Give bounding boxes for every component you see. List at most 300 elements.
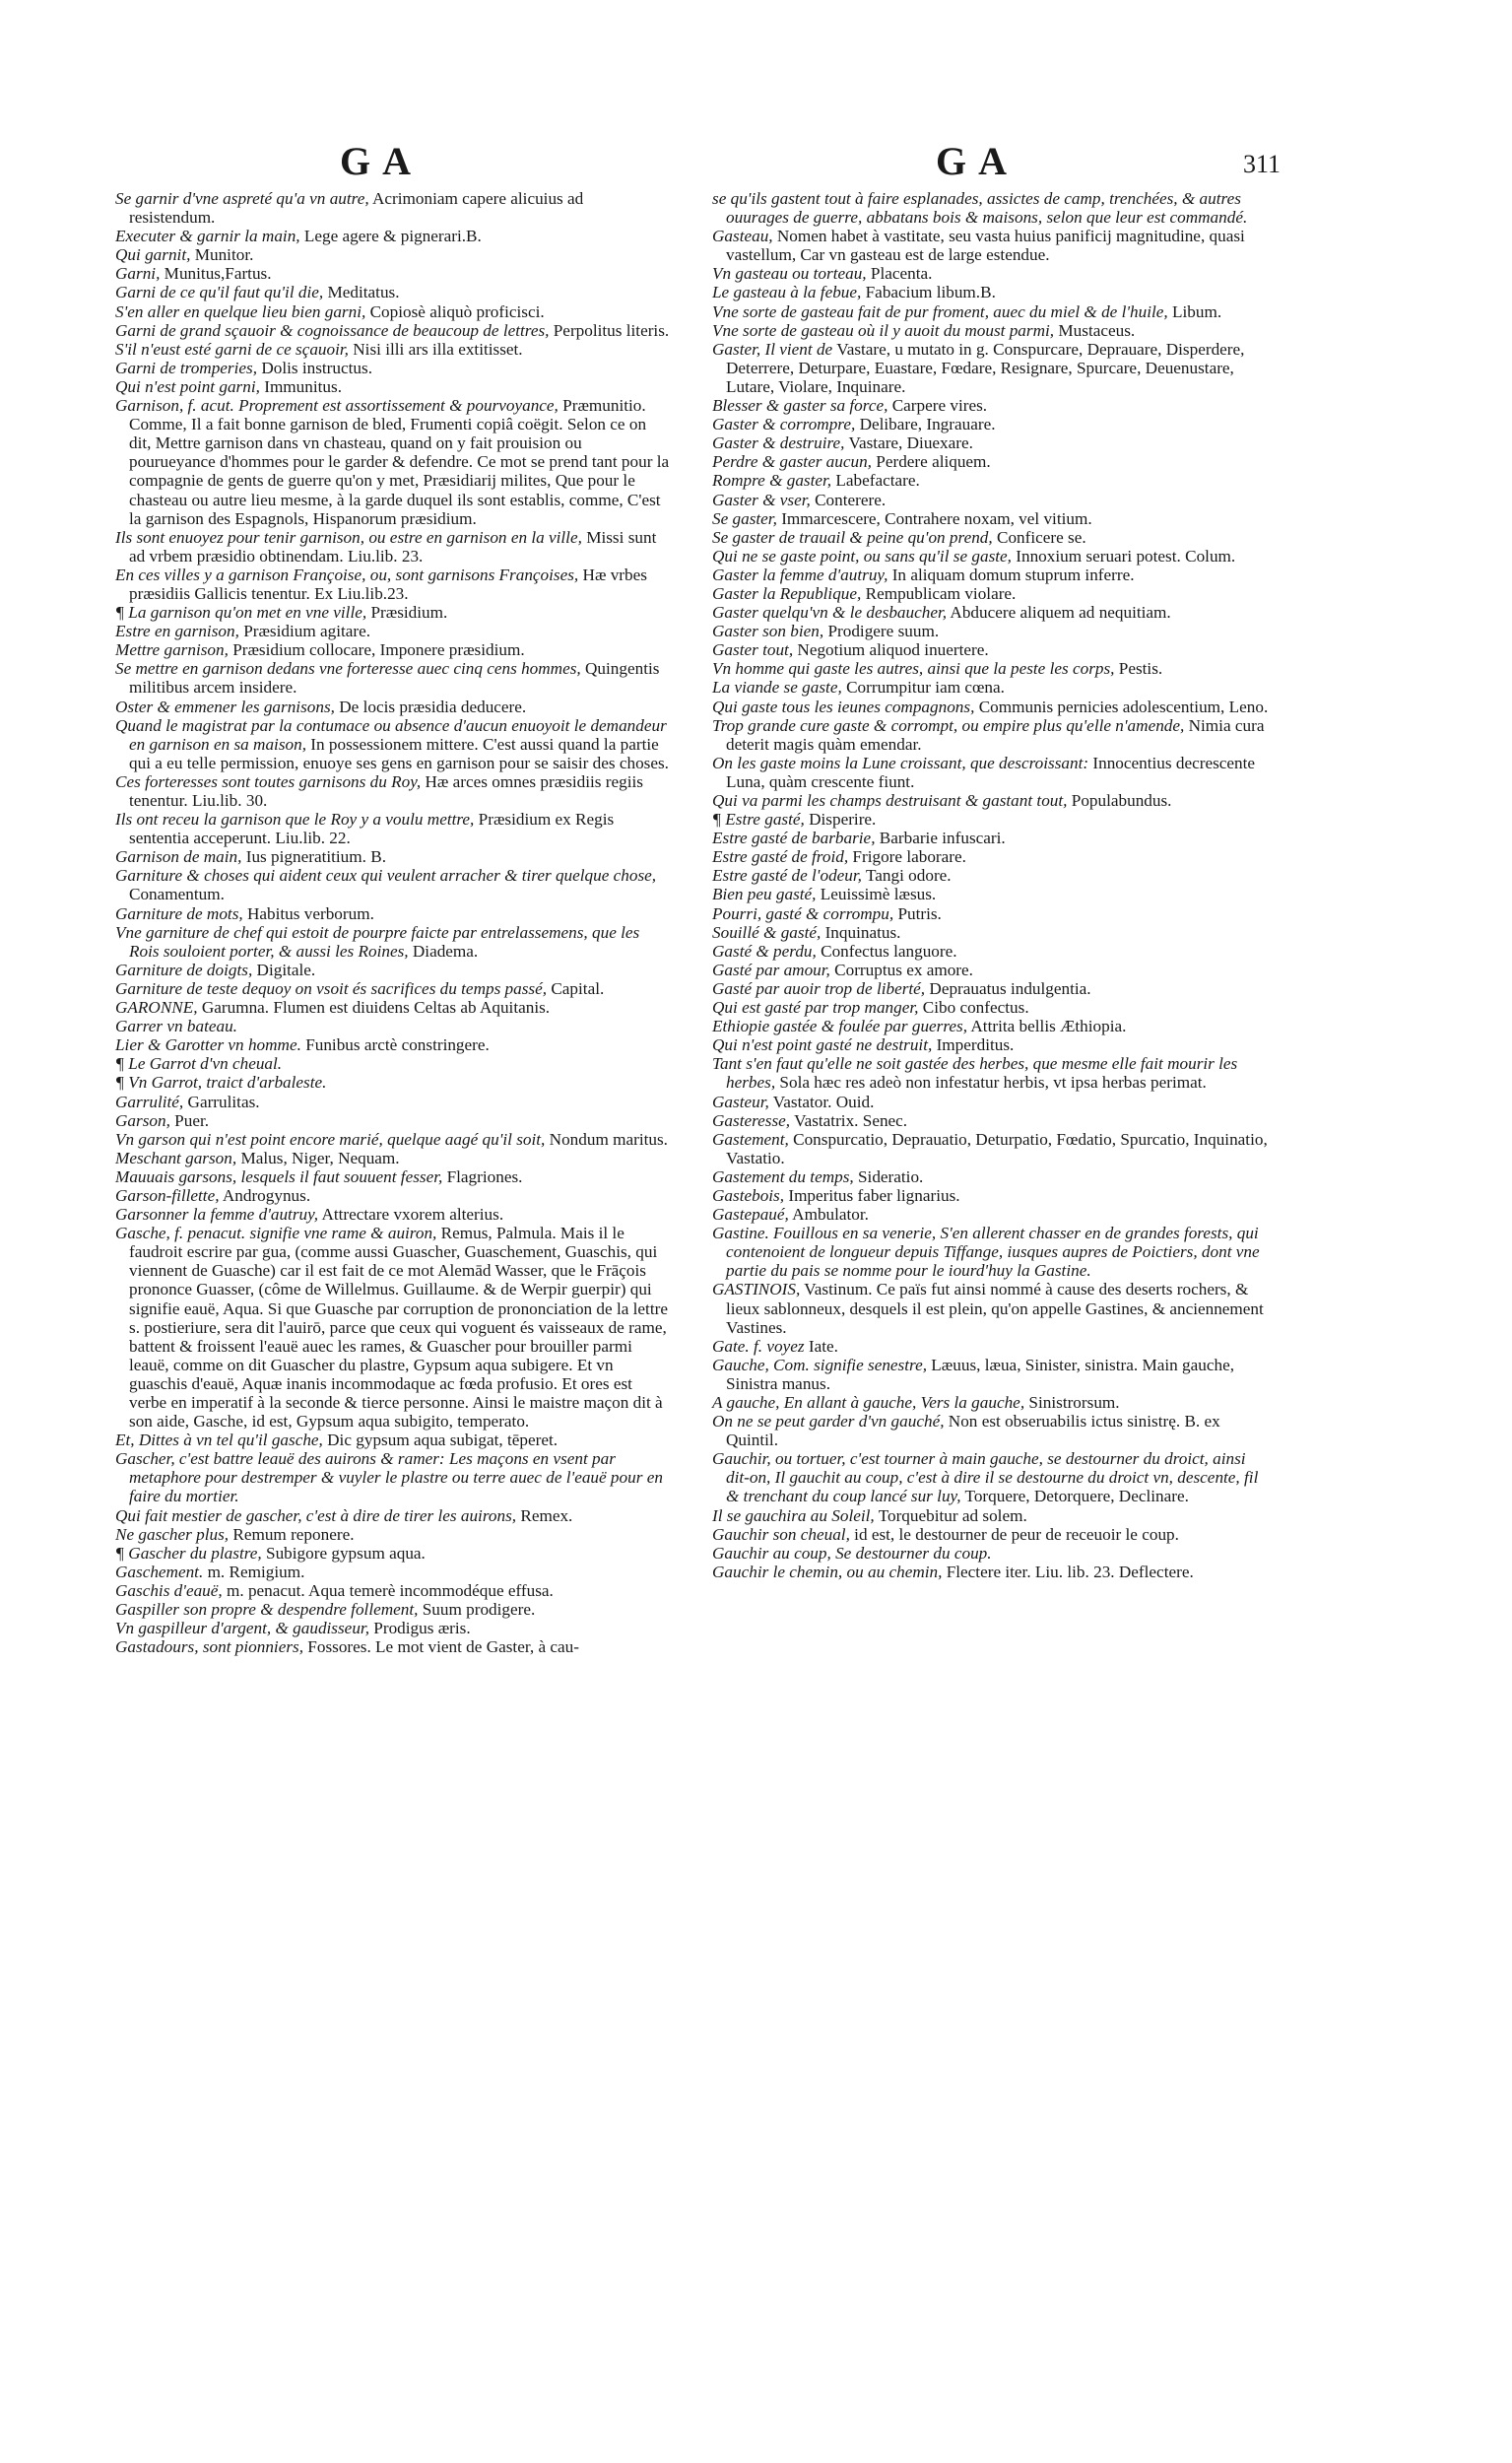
- entry-french: On ne se peut garder d'vn gauché,: [712, 1412, 945, 1431]
- dictionary-entry: [115, 1093, 672, 1111]
- dictionary-entry: [712, 1035, 1269, 1054]
- dictionary-entry: [712, 961, 1269, 979]
- dictionary-entry: [712, 415, 1269, 433]
- entry-french: Se garnir d'vne aspreté qu'a vn autre,: [115, 189, 369, 208]
- entry-latin: Vastator. Ouid.: [768, 1092, 875, 1111]
- entry-french: Ils sont enuoyez pour tenir garnison, ou estre en garnison en la ville,: [115, 527, 582, 547]
- entry-latin: Negotium aliquod inuertere.: [793, 640, 989, 660]
- entry-latin: Delibare, Ingrauare.: [855, 415, 996, 434]
- dictionary-entry: [712, 227, 1269, 264]
- entry-latin: Fossores. Le mot vient de Gaster, à cau-: [303, 1637, 579, 1657]
- entry-french: Garni de grand sçauoir & cognoissance de beaucoup de lettres,: [115, 320, 550, 340]
- dictionary-entry: [115, 189, 672, 227]
- dictionary-entry: [712, 998, 1269, 1017]
- entry-french: Oster & emmener les garnisons,: [115, 697, 335, 716]
- entry-french: Mauuais garsons, lesquels il faut souuent fesser,: [115, 1166, 443, 1186]
- entry-french: On les gaste moins la Lune croissant, que descroissant:: [712, 753, 1089, 772]
- dictionary-entry: [115, 340, 672, 359]
- entry-french: Garniture & choses qui aident ceux qui veulent arracher & tirer quelque chose,: [115, 866, 657, 886]
- entry-french: Garson,: [115, 1110, 170, 1130]
- entry-french: Garni de tromperies,: [115, 358, 258, 377]
- entry-french: Gastebois,: [712, 1185, 785, 1205]
- entry-latin: Nisi illi ars illa extitisset.: [348, 339, 523, 359]
- entry-latin: Non est obseruabilis ictus sinistrę. B. ex Quintil.: [726, 1412, 1220, 1450]
- entry-latin: id est, le destourner de peur de receuoir le coup.: [849, 1524, 1179, 1544]
- entry-french: Vn homme qui gaste les autres, ainsi que la peste les corps,: [712, 659, 1115, 679]
- entry-french: Vne garniture de chef qui estoit de pourpre faicte par entrelassemens, que les Rois souloient porter, & aussi les Roines,: [115, 922, 640, 961]
- dictionary-entry: [712, 659, 1269, 678]
- entry-french: Qui garnit,: [115, 245, 191, 265]
- dictionary-entry: [115, 622, 672, 640]
- entry-latin: Innocentius decrescente Luna, quàm crescente fiunt.: [726, 753, 1256, 791]
- dictionary-entry: [115, 1149, 672, 1167]
- entry-latin: Libum.: [1167, 301, 1222, 321]
- dictionary-entry: [115, 1449, 672, 1505]
- entry-french: Et, Dittes à vn tel qu'il gasche,: [115, 1431, 323, 1450]
- dictionary-entry: [115, 866, 672, 903]
- dictionary-entry: [712, 302, 1269, 321]
- entry-french: ¶ Estre gasté,: [712, 810, 805, 830]
- page-number: 311: [1243, 150, 1282, 178]
- entry-latin: Carpere vires.: [887, 396, 988, 416]
- entry-french: Ils ont receu la garnison que le Roy y a voulu mettre,: [115, 810, 475, 830]
- entry-french: Garni de ce qu'il faut qu'il die,: [115, 283, 324, 302]
- entry-french: Gauchir au coup, Se destourner du coup.: [712, 1543, 992, 1563]
- entry-latin: Ius pigneratitium. B.: [241, 847, 386, 867]
- entry-latin: Flagriones.: [442, 1166, 523, 1186]
- entry-latin: Deprauatus indulgentia.: [925, 978, 1091, 998]
- dictionary-entry: [115, 1506, 672, 1525]
- dictionary-entry: [115, 566, 672, 603]
- dictionary-entry: [712, 716, 1269, 754]
- entry-french: Gastadours, sont pionniers,: [115, 1637, 303, 1657]
- dictionary-entry: [712, 1167, 1269, 1186]
- entry-french: ¶ La garnison qu'on met en vne ville,: [115, 603, 367, 623]
- dictionary-entry: [115, 998, 672, 1017]
- entry-latin: Tangi odore.: [861, 866, 952, 886]
- dictionary-entry: [115, 1619, 672, 1637]
- entry-latin: Nomen habet à vastitate, seu vasta huius panificij magnitudine, quasi vastellum, Car vn gasteau est de large estendue.: [726, 227, 1245, 265]
- entry-french: Garniture de mots,: [115, 903, 243, 923]
- entry-french: Gasche, f. penacut. signifie vne rame & auiron,: [115, 1224, 437, 1243]
- dictionary-entry: [712, 547, 1269, 566]
- entry-french: Gascher, c'est battre leauë des auirons & ramer: Les maçons en vsent par metaphore pour destremper & vuyler le plastre ou terre auec de l'eauë pour en faire du mortier.: [115, 1449, 663, 1506]
- entry-latin: Iate.: [804, 1336, 838, 1356]
- entry-latin: Garrulitas.: [183, 1092, 260, 1111]
- entry-french: Gasté & perdu,: [712, 941, 817, 961]
- dictionary-entry: [712, 810, 1269, 829]
- entry-french: GARONNE,: [115, 998, 198, 1018]
- entry-latin: Perdere aliquem.: [871, 452, 991, 472]
- dictionary-entry: [115, 1017, 672, 1035]
- dictionary-entry: [115, 772, 672, 810]
- dictionary-entry: [712, 1017, 1269, 1035]
- dictionary-entry: [115, 961, 672, 979]
- dictionary-entry: [712, 396, 1269, 415]
- entry-french: Le gasteau à la febue,: [712, 283, 862, 302]
- dictionary-entry: [115, 396, 672, 528]
- dictionary-entry: [115, 1167, 672, 1186]
- dictionary-entry: [115, 716, 672, 772]
- entry-french: Vn gasteau ou torteau,: [712, 264, 867, 284]
- dictionary-entry: [115, 283, 672, 301]
- dictionary-entry: [115, 1525, 672, 1544]
- dictionary-entry: [115, 847, 672, 866]
- entry-latin: Communis pernicies adolescentium, Leno.: [974, 697, 1269, 716]
- dictionary-entry: [115, 245, 672, 264]
- entry-latin: Vastare, Diuexare.: [844, 433, 973, 453]
- dictionary-entry: [712, 1412, 1269, 1449]
- entry-french: En ces villes y a garnison Françoise, ou, sont garnisons Françoises,: [115, 565, 579, 584]
- entry-latin: Vastare, u mutato in g. Conspurcare, Deprauare, Disperdere, Deterrere, Deturpare, Euastare, Fœdare, Resignare, Spurcare, Deuenustare, Lutare, Violare, Inquinare.: [726, 339, 1245, 396]
- entry-french: Garnison, f. acut. Proprement est assortissement & pourvoyance,: [115, 396, 559, 416]
- dictionary-entry: [712, 283, 1269, 301]
- entry-french: Quand le magistrat par la contumace ou absence d'aucun enuoyoit le demandeur en garnison en sa maison,: [115, 715, 667, 754]
- entry-french: Gauche, Com. signifie senestre,: [712, 1355, 927, 1374]
- dictionary-entry: [115, 603, 672, 622]
- entry-french: Vn gaspilleur d'argent, & gaudisseur,: [115, 1619, 369, 1638]
- entry-latin: Remex.: [516, 1505, 573, 1525]
- entry-french: Pourri, gasté & corrompu,: [712, 903, 894, 923]
- entry-latin: Confectus languore.: [816, 941, 957, 961]
- entry-latin: m. penacut. Aqua temerè incommodéque effusa.: [222, 1580, 554, 1600]
- entry-latin: Prodigus æris.: [369, 1619, 471, 1638]
- entry-french: Estre gasté de barbarie,: [712, 829, 876, 848]
- dictionary-entry: [712, 847, 1269, 866]
- entry-latin: Munitus,Fartus.: [160, 264, 272, 284]
- entry-french: Bien peu gasté,: [712, 885, 817, 904]
- entry-latin: Diadema.: [408, 941, 479, 961]
- entry-french: La viande se gaste,: [712, 678, 842, 698]
- entry-latin: Vastatrix. Senec.: [790, 1110, 908, 1130]
- dictionary-entry: [712, 1337, 1269, 1356]
- dictionary-entry: [712, 452, 1269, 471]
- entry-french: Estre gasté de froid,: [712, 847, 849, 867]
- dictionary-entry: [712, 1280, 1269, 1336]
- entry-french: Vn garson qui n'est point encore marié, quelque aagé qu'il soit,: [115, 1129, 546, 1149]
- entry-french: Gaster & vser,: [712, 490, 811, 509]
- entry-latin: Læuus, læua, Sinister, sinistra. Main gauche, Sinistra manus.: [726, 1355, 1234, 1393]
- dictionary-entry: [115, 1600, 672, 1619]
- dictionary-entry: [115, 1111, 672, 1130]
- dictionary-entry: [712, 566, 1269, 584]
- entry-french: Trop grande cure gaste & corrompt, ou empire plus qu'elle n'amende,: [712, 715, 1185, 735]
- entry-latin: Placenta.: [866, 264, 933, 284]
- entry-french: Gaster & corrompre,: [712, 415, 856, 434]
- entry-french: Se gaster,: [712, 508, 777, 528]
- entry-latin: Mustaceus.: [1054, 320, 1136, 340]
- entry-latin: Acrimoniam capere alicuius ad resistendum.: [129, 189, 584, 228]
- entry-latin: Putris.: [893, 903, 942, 923]
- entry-latin: In aliquam domum stuprum inferre.: [887, 565, 1135, 584]
- entry-latin: Nondum maritus.: [545, 1129, 668, 1149]
- dictionary-entry: [712, 1054, 1269, 1092]
- entry-latin: Malus, Niger, Nequam.: [236, 1148, 400, 1167]
- entry-french: Gasteresse,: [712, 1110, 791, 1130]
- entry-latin: Præmunitio. Comme, Il a fait bonne garnison de bled, Frumenti copiâ coëgit. Selon ce on dit, Mettre garnison dans vn chasteau, quand on y fait prouision ou pourueyance d'hommes pour le garder & defendre. Ce mot se prend tant pour la compagnie de gents de guerre qu'on y met, Præsidiarij milites, Que pour le chasteau ou autre lieu mesme, à la garde duquel ils sont establis, comme, C'est la garnison des Espagnols, Hispanorum præsidium.: [129, 396, 670, 528]
- entry-french: Tant s'en faut qu'elle ne soit gastée des herbes, que mesme elle fait mourir les herbes,: [712, 1054, 1238, 1093]
- entry-latin: Androgynus.: [219, 1185, 311, 1205]
- entry-latin: Prodigere suum.: [823, 622, 940, 641]
- entry-latin: Attrita bellis Æthiopia.: [967, 1017, 1127, 1036]
- entry-latin: Præsidium.: [366, 603, 448, 623]
- entry-french: Qui va parmi les champs destruisant & gastant tout,: [712, 791, 1068, 810]
- entry-latin: Munitor.: [190, 245, 254, 265]
- running-head-right: GA: [936, 139, 1019, 183]
- entry-latin: Labefactare.: [831, 471, 920, 491]
- dictionary-entry: [712, 979, 1269, 998]
- entry-latin: Immunitus.: [259, 376, 342, 396]
- entry-latin: De locis præsidia deducere.: [334, 697, 527, 716]
- entry-latin: Corrumpitur iam cœna.: [841, 678, 1005, 698]
- entry-french: Ces forteresses sont toutes garnisons du Roy,: [115, 771, 422, 791]
- dictionary-entry: [712, 491, 1269, 509]
- dictionary-entry: [712, 1563, 1269, 1581]
- dictionary-entry: [712, 603, 1269, 622]
- entry-french: Rompre & gaster,: [712, 471, 832, 491]
- dictionary-entry: [115, 302, 672, 321]
- entry-latin: Attrectare vxorem alterius.: [318, 1205, 504, 1225]
- entry-latin: In possessionem mittere. C'est aussi quand la partie qui a eu telle permission, enuoye ses gens en garnison pour se saisir des choses.: [129, 734, 669, 772]
- entry-french: Garrulité,: [115, 1092, 184, 1111]
- entry-latin: Rempublicam violare.: [861, 583, 1017, 603]
- entry-latin: Leuissimè læsus.: [816, 885, 937, 904]
- dictionary-entry: [712, 754, 1269, 791]
- right-column: [712, 189, 1269, 1581]
- entry-latin: Sinistrorsum.: [1024, 1393, 1120, 1412]
- entry-latin: Dolis instructus.: [257, 358, 372, 377]
- entry-french: Garrer vn bateau.: [115, 1017, 237, 1036]
- entry-french: Ethiopie gastée & foulée par guerres,: [712, 1017, 968, 1036]
- entry-latin: Sola hæc res adeò non infestatur herbis, vt ipsa herbas perimat.: [775, 1073, 1207, 1093]
- dictionary-entry: [115, 264, 672, 283]
- entry-french: Garsonner la femme d'autruy,: [115, 1205, 319, 1225]
- entry-french: Gaster son bien,: [712, 622, 824, 641]
- entry-latin: Quingentis militibus arcem insidere.: [129, 659, 660, 698]
- entry-french: Gasté par amour,: [712, 960, 830, 979]
- entry-latin: Barbarie infuscari.: [875, 829, 1006, 848]
- entry-french: Qui est gasté par trop manger,: [712, 998, 919, 1018]
- entry-french: Gaster & destruire,: [712, 433, 845, 453]
- entry-latin: Digitale.: [252, 960, 316, 979]
- entry-french: Garniture de doigts,: [115, 960, 253, 979]
- entry-latin: Remus, Palmula. Mais il le faudroit escrire par gua, (comme aussi Guascher, Guaschement, Guaschis, qui viennent de Guasche) car il est fait de ce mot Alemād Wasser, que le Frāçois prononce Guasser, (côme de Willelmus. Guillaume. & de Werpir guerpir) qui signifie eauë, Aqua. Si que Guasche par corruption de prononciation de la lettre s. postieriure, sera dit l'auirō, parce que ceux qui voguent és vaisseaux de rame, battent & froissent l'eauë auec les rames, & Guascher pour brouiller parmi leauë, comme on dit Guascher du plastre, Gypsum aqua subigere. Et vn guaschis d'eauë, Aquæ inanis incommodaque ac fœda profusio. Et ores est verbe en imperatif à la seconde & tierce personne. Ainsi le maistre maçon dit à son aide, Gasche, id est, Gypsum aqua subigito, temperato.: [129, 1224, 668, 1431]
- dictionary-entry: [115, 1581, 672, 1600]
- dictionary-entry: [712, 1393, 1269, 1412]
- entry-latin: Flectere iter. Liu. lib. 23. Deflectere.: [942, 1562, 1194, 1581]
- dictionary-entry: [115, 1431, 672, 1449]
- entry-french: Gaspiller son propre & despendre follement,: [115, 1600, 419, 1620]
- dictionary-entry: [712, 942, 1269, 961]
- entry-french: ¶ Vn Garrot, traict d'arbaleste.: [115, 1073, 327, 1093]
- dictionary-entry: [712, 1544, 1269, 1563]
- entry-latin: Remum reponere.: [229, 1524, 355, 1544]
- entry-latin: Conficere se.: [992, 527, 1086, 547]
- entry-latin: Pestis.: [1114, 659, 1163, 679]
- entry-french: Gaster la Republique,: [712, 583, 862, 603]
- dictionary-entry: [115, 659, 672, 697]
- dictionary-entry: [712, 321, 1269, 340]
- dictionary-entry: [115, 1130, 672, 1149]
- entry-french: se qu'ils gastent tout à faire esplanades, assictes de camp, trenchées, & autres ouurages de guerre, abbatans bois & maisons, selon que leur est commandé.: [712, 189, 1248, 228]
- entry-french: Gauchir le chemin, ou au chemin,: [712, 1562, 943, 1581]
- dictionary-entry: [712, 1356, 1269, 1393]
- dictionary-entry: [115, 359, 672, 377]
- entry-latin: Fabacium libum.B.: [861, 283, 996, 302]
- entry-latin: Populabundus.: [1067, 791, 1172, 810]
- left-column: [115, 189, 672, 1656]
- entry-latin: Imperditus.: [932, 1035, 1015, 1055]
- entry-french: Perdre & gaster aucun,: [712, 452, 872, 472]
- dictionary-entry: [712, 885, 1269, 903]
- dictionary-entry: [115, 1637, 672, 1656]
- entry-french: Gasteau,: [712, 227, 773, 246]
- entry-latin: Subigore gypsum aqua.: [261, 1543, 426, 1563]
- entry-french: Mettre garnison,: [115, 640, 229, 660]
- entry-latin: Suum prodigere.: [418, 1600, 536, 1620]
- dictionary-entry: [115, 1073, 672, 1092]
- entry-french: Gastement du temps,: [712, 1166, 854, 1186]
- entry-latin: Imperitus faber lignarius.: [784, 1185, 960, 1205]
- entry-french: Lier & Garotter vn homme.: [115, 1035, 301, 1055]
- entry-latin: Innoxium seruari potest. Colum.: [1011, 546, 1236, 566]
- dictionary-entry: [115, 698, 672, 716]
- entry-french: Executer & garnir la main,: [115, 227, 300, 246]
- dictionary-entry: [712, 698, 1269, 716]
- entry-latin: Conamentum.: [129, 885, 225, 904]
- dictionary-entry: [115, 904, 672, 923]
- entry-french: Se gaster de trauail & peine qu'on prend,: [712, 527, 993, 547]
- entry-latin: Perpolitus literis.: [549, 320, 670, 340]
- dictionary-entry: [712, 640, 1269, 659]
- dictionary-entry: [115, 1544, 672, 1563]
- entry-french: Gaster, Il vient de: [712, 339, 833, 359]
- entry-latin: Meditatus.: [323, 283, 400, 302]
- dictionary-entry: [115, 321, 672, 340]
- entry-french: S'il n'eust esté garni de ce sçauoir,: [115, 339, 349, 359]
- entry-french: Garni,: [115, 264, 161, 284]
- entry-french: Gastepaué,: [712, 1205, 789, 1225]
- entry-french: Ne gascher plus,: [115, 1524, 230, 1544]
- dictionary-entry: [115, 979, 672, 998]
- entry-french: Il se gauchira au Soleil,: [712, 1505, 875, 1525]
- entry-french: Gastine. Fouillous en sa venerie, S'en allerent chasser en de grandes forests, qui contenoient de longueur depuis Tiffange, iusques aupres de Poictiers, dont vne partie du pais se nomme pour le iourd'huy la Gastine.: [712, 1224, 1260, 1281]
- dictionary-entry: [115, 227, 672, 245]
- entry-french: Gaster tout,: [712, 640, 794, 660]
- dictionary-entry: [712, 264, 1269, 283]
- dictionary-entry: [712, 1506, 1269, 1525]
- running-head-left: GA: [340, 139, 423, 183]
- dictionary-entry: [712, 1186, 1269, 1205]
- entry-latin: Præsidium ex Regis sententia acceperunt. Liu.lib. 22.: [129, 810, 615, 848]
- entry-latin: Lege agere & pignerari.B.: [299, 227, 482, 246]
- dictionary-entry: [712, 678, 1269, 697]
- entry-latin: Immarcescere, Contrahere noxam, vel vitium.: [776, 508, 1092, 528]
- entry-latin: Garumna. Flumen est diuidens Celtas ab Aquitanis.: [197, 998, 551, 1018]
- entry-latin: Sideratio.: [853, 1166, 924, 1186]
- entry-latin: Præsidium collocare, Imponere præsidium.: [228, 640, 525, 660]
- dictionary-entry: [712, 584, 1269, 603]
- dictionary-entry: [712, 189, 1269, 227]
- entry-latin: Frigore laborare.: [848, 847, 966, 867]
- entry-latin: Habitus verborum.: [242, 903, 374, 923]
- entry-latin: Torquebitur ad solem.: [874, 1505, 1027, 1525]
- entry-latin: Conterere.: [810, 490, 887, 509]
- entry-latin: Abducere aliquem ad nequitiam.: [947, 603, 1171, 623]
- entry-french: Blesser & gaster sa force,: [712, 396, 888, 416]
- entry-french: Qui n'est point gasté ne destruit,: [712, 1035, 933, 1055]
- entry-french: Garson-fillette,: [115, 1185, 220, 1205]
- entry-latin: Dic gypsum aqua subigat, tēperet.: [322, 1431, 559, 1450]
- entry-french: Se mettre en garnison dedans vne forteresse auec cinq cens hommes,: [115, 659, 581, 679]
- entry-latin: Præsidium agitare.: [238, 622, 371, 641]
- entry-french: Qui gaste tous les ieunes compagnons,: [712, 697, 975, 716]
- entry-french: Gaschement.: [115, 1562, 204, 1581]
- entry-latin: Ambulator.: [788, 1205, 869, 1225]
- dictionary-entry: [115, 640, 672, 659]
- entry-latin: Nimia cura deterit magis quàm emendar.: [726, 715, 1265, 754]
- entry-french: Gaster la femme d'autruy,: [712, 565, 888, 584]
- entry-latin: Hæ vrbes præsidiis Gallicis tenentur. Ex Liu.lib.23.: [129, 565, 647, 603]
- dictionary-entry: [115, 528, 672, 566]
- dictionary-entry: [712, 1449, 1269, 1505]
- dictionary-entry: [712, 622, 1269, 640]
- dictionary-entry: [712, 866, 1269, 885]
- entry-latin: Conspurcatio, Deprauatio, Deturpatio, Fœdatio, Spurcatio, Inquinatio, Vastatio.: [726, 1129, 1268, 1167]
- dictionary-entry: [712, 1525, 1269, 1544]
- dictionary-entry: [115, 377, 672, 396]
- dictionary-entry: [115, 1035, 672, 1054]
- entry-french: Qui fait mestier de gascher, c'est à dire de tirer les auirons,: [115, 1505, 517, 1525]
- dictionary-entry: [712, 829, 1269, 847]
- entry-latin: Missi sunt ad vrbem præsidio obtinendam. Liu.lib. 23.: [129, 527, 657, 566]
- dictionary-entry: [712, 528, 1269, 547]
- entry-french: Vne sorte de gasteau fait de pur froment, auec du miel & de l'huile,: [712, 301, 1168, 321]
- entry-latin: Disperire.: [804, 810, 877, 830]
- dictionary-entry: [712, 471, 1269, 490]
- entry-french: Garnison de main,: [115, 847, 242, 867]
- entry-french: Gastement,: [712, 1129, 789, 1149]
- entry-latin: Puer.: [169, 1110, 210, 1130]
- entry-french: Garniture de teste dequoy on vsoit és sacrifices du temps passé,: [115, 978, 548, 998]
- entry-french: Gate. f. voyez: [712, 1336, 805, 1356]
- dictionary-entry: [115, 1563, 672, 1581]
- entry-french: ¶ Le Garrot d'vn cheual.: [115, 1054, 283, 1074]
- entry-latin: Hæ arces omnes præsidiis regiis tenentur. Liu.lib. 30.: [129, 771, 643, 810]
- dictionary-entry: [115, 1054, 672, 1073]
- entry-french: Qui ne se gaste point, ou sans qu'il se gaste,: [712, 546, 1012, 566]
- dictionary-entry: [712, 1224, 1269, 1280]
- entry-french: Gauchir son cheual,: [712, 1524, 850, 1544]
- dictionary-entry: [712, 1111, 1269, 1130]
- dictionary-entry: [115, 1224, 672, 1431]
- entry-latin: Vastinum. Ce païs fut ainsi nommé à cause des deserts rochers, & lieux sablonneux, desquels il est plein, qu'on appelle Gastines, & anciennement Vastines.: [726, 1280, 1264, 1337]
- dictionary-entry: [712, 340, 1269, 396]
- entry-french: Gasté par auoir trop de liberté,: [712, 978, 926, 998]
- entry-french: Souillé & gasté,: [712, 922, 822, 942]
- entry-latin: Torquere, Detorquere, Declinare.: [960, 1487, 1189, 1506]
- dictionary-entry: [115, 810, 672, 847]
- dictionary-entry: [115, 1205, 672, 1224]
- dictionary-entry: [712, 433, 1269, 452]
- entry-latin: Cibo confectus.: [918, 998, 1029, 1018]
- entry-latin: m. Remigium.: [203, 1562, 305, 1581]
- entry-latin: Funibus arctè constringere.: [300, 1035, 490, 1055]
- entry-latin: Copiosè aliquò proficisci.: [365, 301, 545, 321]
- entry-french: Meschant garson,: [115, 1148, 237, 1167]
- dictionary-entry: [115, 923, 672, 961]
- entry-french: Vne sorte de gasteau où il y auoit du moust parmi,: [712, 320, 1055, 340]
